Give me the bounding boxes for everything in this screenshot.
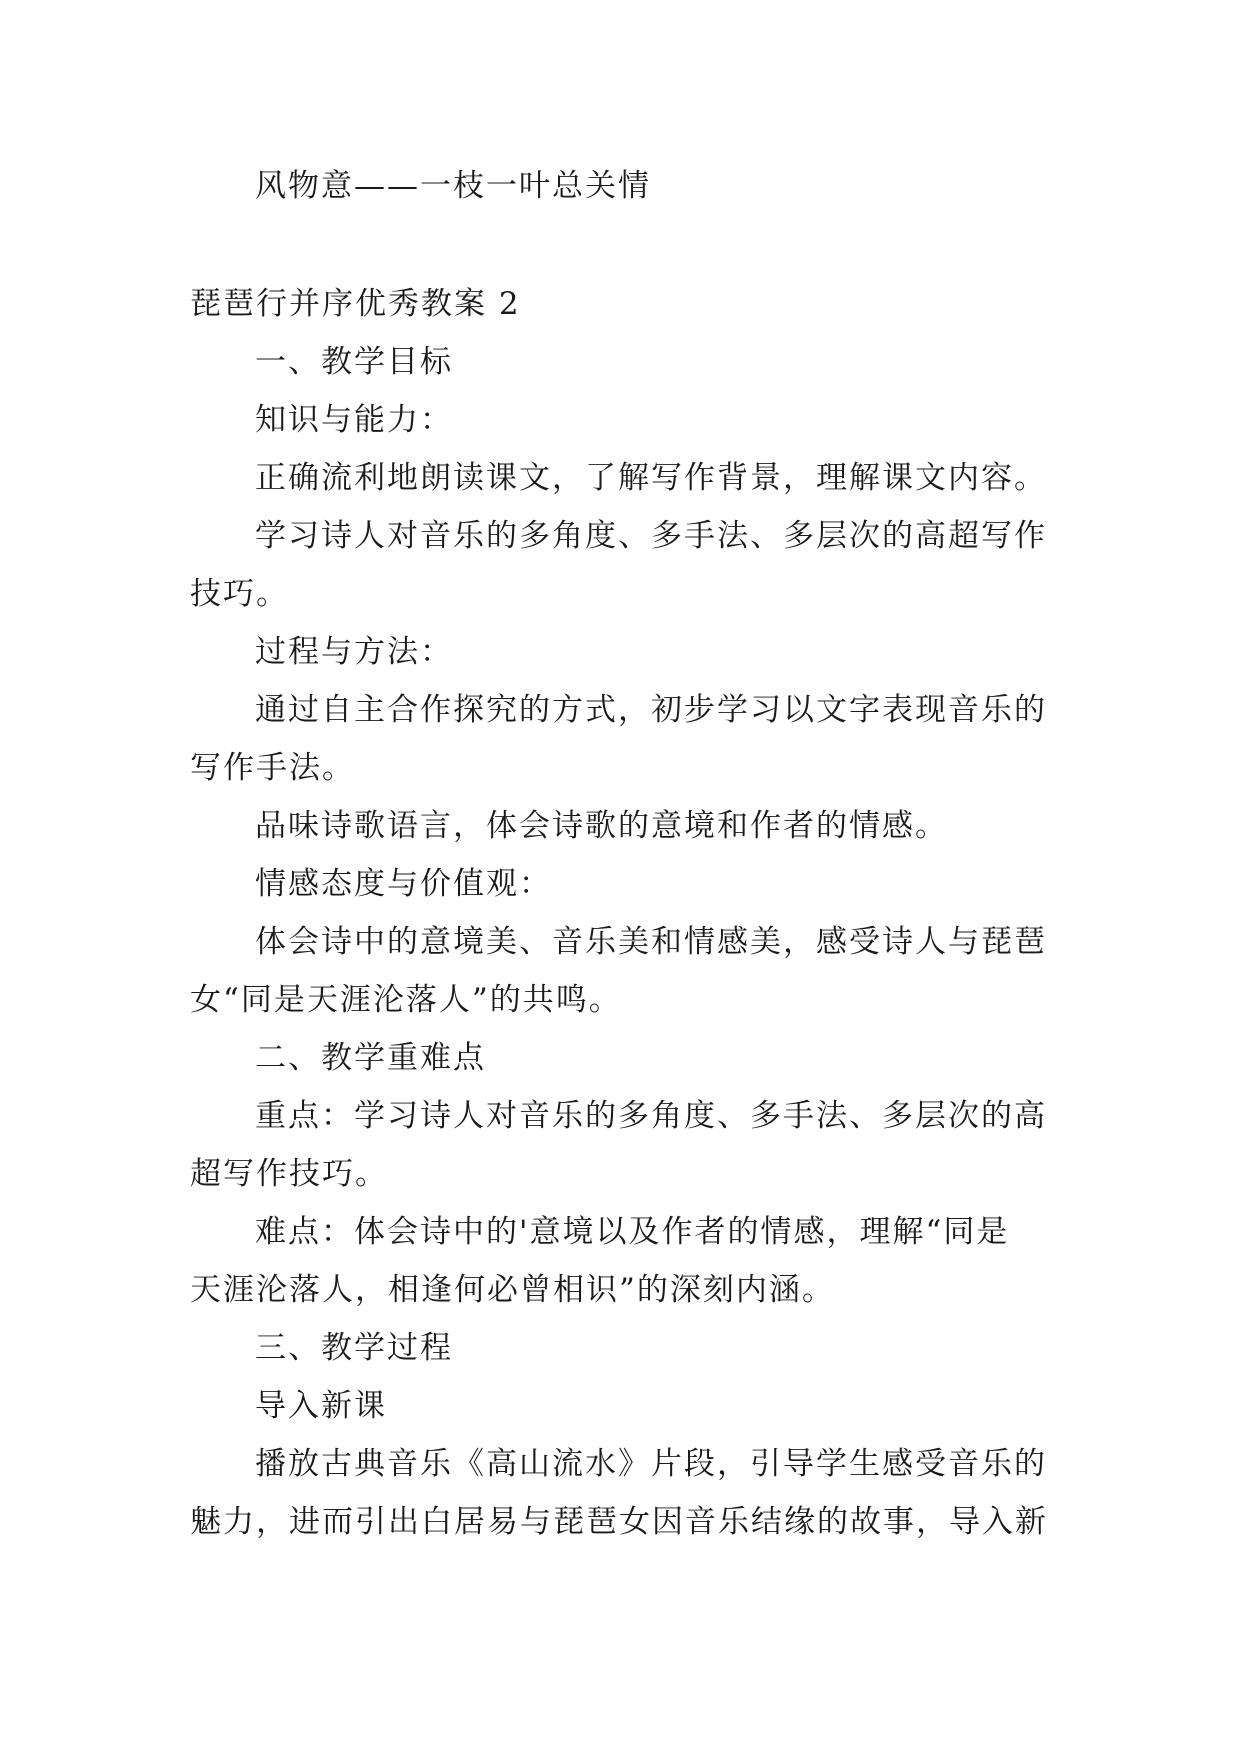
subheading-values: 情感态度与价值观： [255,866,552,902]
paragraph-line: 播放古典音乐《高山流水》片段，引导学生感受音乐的 [255,1446,1047,1482]
section-title: 琵琶行并序优秀教案 2 [190,286,521,322]
paragraph-line: 天涯沦落人，相逢何必曾相识”的深刻内涵。 [190,1272,835,1308]
paragraph-line: 魅力，进而引出白居易与琵琶女因音乐结缘的故事，导入新 [190,1504,1048,1540]
paragraph-line: 写作手法。 [190,750,355,786]
paragraph-line: 体会诗中的意境美、音乐美和情感美，感受诗人与琵琶 [255,924,1047,960]
paragraph-line: 重点：学习诗人对音乐的多角度、多手法、多层次的高 [255,1098,1047,1134]
paragraph-line: 学习诗人对音乐的多角度、多手法、多层次的高超写作 [255,518,1047,554]
subheading-knowledge: 知识与能力： [255,402,453,438]
paragraph-line: 超写作技巧。 [190,1156,388,1192]
paragraph-line: 女“同是天涯沦落人”的共鸣。 [190,982,622,1018]
subheading-introduction: 导入新课 [255,1388,387,1424]
text-line-closing-heading: 风物意——一枝一叶总关情 [255,168,651,204]
paragraph-line: 通过自主合作探究的方式，初步学习以文字表现音乐的 [255,692,1047,728]
heading-teaching-process: 三、教学过程 [255,1330,453,1366]
heading-teaching-goals: 一、教学目标 [255,344,453,380]
paragraph-line: 品味诗歌语言，体会诗歌的意境和作者的情感。 [255,808,948,844]
paragraph-line: 难点：体会诗中的'意境以及作者的情感，理解“同是 [255,1214,1010,1250]
subheading-process: 过程与方法： [255,634,453,670]
heading-key-points: 二、教学重难点 [255,1040,486,1076]
paragraph-line: 技巧。 [190,576,289,612]
paragraph-line: 正确流利地朗读课文，了解写作背景，理解课文内容。 [255,460,1047,496]
